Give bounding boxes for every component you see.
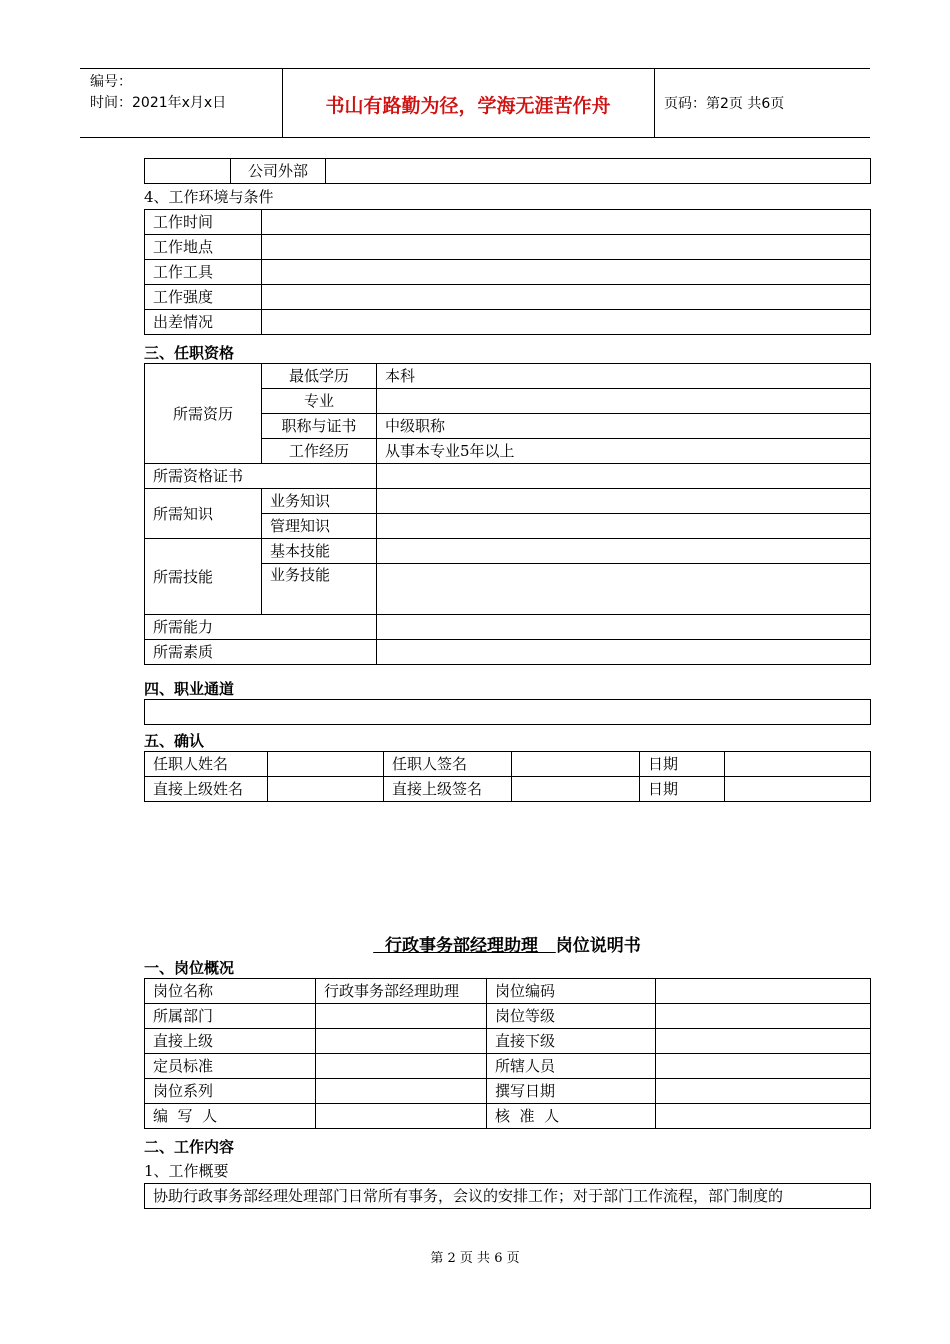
table-cell bbox=[377, 464, 871, 489]
table-cell bbox=[268, 752, 384, 777]
table-cell bbox=[326, 159, 871, 184]
cell-value bbox=[656, 1004, 871, 1029]
cell-value bbox=[316, 1104, 487, 1129]
ability-label: 所需能力 bbox=[145, 615, 377, 640]
row-label: 业务技能 bbox=[262, 564, 377, 615]
table-cell bbox=[262, 210, 871, 235]
header-divider bbox=[654, 69, 655, 137]
cell-label: 核 准 人 bbox=[487, 1104, 656, 1129]
cell-value bbox=[316, 1054, 487, 1079]
table-cell bbox=[268, 777, 384, 802]
work-summary-text: 协助行政事务部经理处理部门日常所有事务，会议的安排工作；对于部门工作流程，部门制度的 bbox=[145, 1184, 871, 1209]
cell-label: 岗位等级 bbox=[487, 1004, 656, 1029]
table-cell bbox=[262, 310, 871, 335]
cell-value bbox=[656, 1079, 871, 1104]
cell-label: 任职人姓名 bbox=[145, 752, 268, 777]
overview-heading: 一、岗位概况 bbox=[144, 959, 235, 977]
cell-value bbox=[316, 1029, 487, 1054]
row-label: 工作经历 bbox=[262, 439, 377, 464]
table-cell bbox=[512, 777, 640, 802]
career-heading: 四、职业通道 bbox=[144, 680, 235, 698]
skills-label: 所需技能 bbox=[145, 539, 262, 615]
table-cell bbox=[512, 752, 640, 777]
knowledge-label: 所需知识 bbox=[145, 489, 262, 539]
cell-value: 行政事务部经理助理 bbox=[316, 979, 487, 1004]
overview-table bbox=[144, 978, 871, 1129]
work-summary-table bbox=[144, 1183, 871, 1209]
table-cell bbox=[377, 564, 871, 615]
row-label: 基本技能 bbox=[262, 539, 377, 564]
external-label: 公司外部 bbox=[231, 159, 326, 184]
qualifications-table bbox=[144, 363, 871, 665]
table-cell bbox=[377, 615, 871, 640]
number-label: 编号： bbox=[90, 74, 132, 90]
row-value bbox=[377, 389, 871, 414]
row-label: 业务知识 bbox=[262, 489, 377, 514]
table-cell bbox=[377, 640, 871, 665]
qualifications-heading: 三、任职资格 bbox=[144, 344, 235, 362]
table-cell bbox=[725, 777, 871, 802]
table-cell bbox=[262, 285, 871, 310]
table-cell bbox=[725, 752, 871, 777]
cell-value bbox=[316, 1004, 487, 1029]
cell-label: 日期 bbox=[640, 752, 725, 777]
cell-value bbox=[316, 1079, 487, 1104]
work-summary-heading: 1、工作概要 bbox=[144, 1162, 229, 1180]
row-value: 中级职称 bbox=[377, 414, 871, 439]
confirm-table bbox=[144, 751, 871, 802]
cell-value bbox=[656, 1054, 871, 1079]
page-footer: 第 2 页 共 6 页 bbox=[430, 1251, 520, 1266]
work-content-heading: 二、工作内容 bbox=[144, 1138, 235, 1156]
table-cell bbox=[262, 260, 871, 285]
cell-label: 定员标准 bbox=[145, 1054, 316, 1079]
table-cell bbox=[377, 539, 871, 564]
quality-label: 所需素质 bbox=[145, 640, 377, 665]
row-label: 最低学历 bbox=[262, 364, 377, 389]
confirm-heading: 五、确认 bbox=[144, 732, 205, 750]
table-cell bbox=[145, 159, 231, 184]
work-env-heading: 4、工作环境与条件 bbox=[144, 188, 274, 206]
page-header bbox=[80, 68, 870, 138]
row-label: 工作强度 bbox=[145, 285, 262, 310]
row-label: 工作工具 bbox=[145, 260, 262, 285]
career-table bbox=[144, 699, 871, 725]
cell-label: 岗位名称 bbox=[145, 979, 316, 1004]
row-label: 管理知识 bbox=[262, 514, 377, 539]
cell-label: 任职人签名 bbox=[384, 752, 512, 777]
table-cell bbox=[145, 700, 871, 725]
row-label: 工作地点 bbox=[145, 235, 262, 260]
cell-label: 直接下级 bbox=[487, 1029, 656, 1054]
cell-value bbox=[656, 979, 871, 1004]
cell-value bbox=[656, 1029, 871, 1054]
resume-label: 所需资历 bbox=[145, 364, 262, 464]
row-label: 专业 bbox=[262, 389, 377, 414]
doc-title bbox=[144, 931, 870, 956]
cell-label: 岗位编码 bbox=[487, 979, 656, 1004]
cell-label: 日期 bbox=[640, 777, 725, 802]
header-motto: 书山有路勤为径，学海无涯苦作舟 bbox=[325, 95, 611, 117]
cell-label: 直接上级 bbox=[145, 1029, 316, 1054]
cell-label: 撰写日期 bbox=[487, 1079, 656, 1104]
doc-title-suffix: 岗位说明书 bbox=[555, 936, 641, 956]
time-label: 时间：2021年x月x日 bbox=[90, 95, 227, 111]
position-name: 行政事务部经理助理 bbox=[385, 936, 539, 956]
table-cell bbox=[262, 235, 871, 260]
work-env-table bbox=[144, 209, 871, 335]
cell-label: 所辖人员 bbox=[487, 1054, 656, 1079]
cell-label: 所属部门 bbox=[145, 1004, 316, 1029]
row-value: 从事本专业5年以上 bbox=[377, 439, 871, 464]
table-cell bbox=[377, 514, 871, 539]
cell-label: 直接上级姓名 bbox=[145, 777, 268, 802]
table-cell bbox=[377, 489, 871, 514]
cell-label: 编 写 人 bbox=[145, 1104, 316, 1129]
row-label: 职称与证书 bbox=[262, 414, 377, 439]
cert-label: 所需资格证书 bbox=[145, 464, 377, 489]
header-page-code: 页码：第2页 共6页 bbox=[664, 96, 785, 112]
external-contact-table bbox=[144, 158, 871, 184]
doc-title-position bbox=[373, 936, 556, 956]
row-label: 工作时间 bbox=[145, 210, 262, 235]
row-label: 出差情况 bbox=[145, 310, 262, 335]
row-value: 本科 bbox=[377, 364, 871, 389]
cell-label: 岗位系列 bbox=[145, 1079, 316, 1104]
cell-label: 直接上级签名 bbox=[384, 777, 512, 802]
header-meta bbox=[90, 72, 226, 114]
cell-value bbox=[656, 1104, 871, 1129]
